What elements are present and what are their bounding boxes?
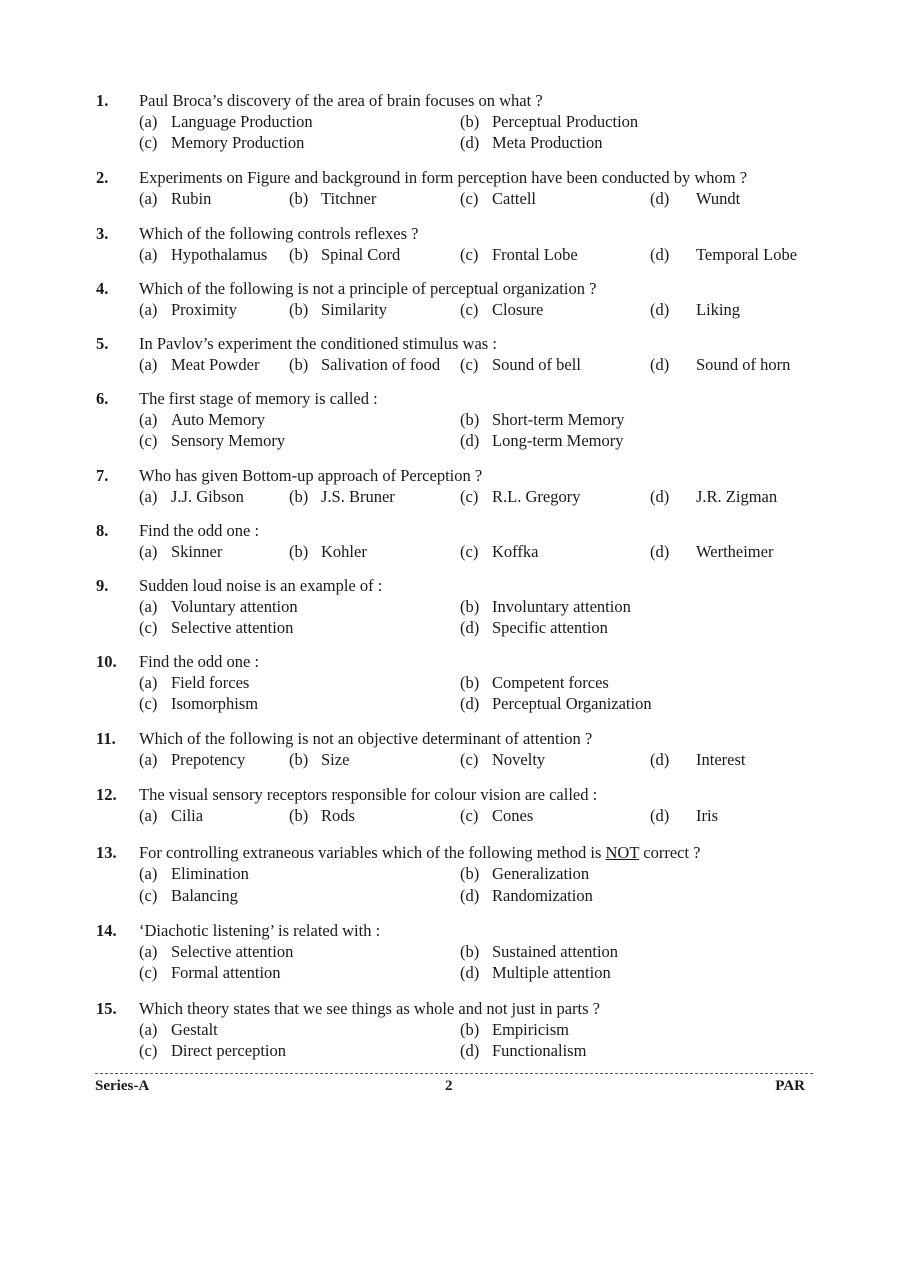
option-b: (b) Generalization — [460, 864, 590, 883]
question-number: 3. — [96, 224, 109, 243]
option-d: (d) Wertheimer — [650, 542, 774, 561]
option-c: (c) Sensory Memory — [139, 431, 286, 450]
question-number: 1. — [96, 91, 109, 110]
option-a: (a) J.J. Gibson — [139, 487, 244, 506]
option-d: (d) Temporal Lobe — [650, 245, 798, 264]
question-text: Experiments on Figure and background in form perception have been conducted by whom ? — [139, 168, 748, 187]
option-b: (b) Perceptual Production — [460, 112, 639, 131]
option-c: (c) Koffka — [460, 542, 539, 561]
option-c: (c) Selective attention — [139, 618, 294, 637]
option-c: (c) Frontal Lobe — [460, 245, 578, 264]
option-b: (b) Short-term Memory — [460, 410, 625, 429]
option-b: (b) Empiricism — [460, 1020, 569, 1039]
option-c: (c) Balancing — [139, 886, 238, 905]
question-text: Which of the following controls reflexes ? — [139, 224, 419, 243]
option-a: (a) Language Production — [139, 112, 313, 131]
question-text: In Pavlov’s experiment the conditioned stimulus was : — [139, 334, 497, 353]
option-d: (d) Multiple attention — [460, 963, 611, 982]
option-a: (a) Selective attention — [139, 942, 294, 961]
option-a: (a) Gestalt — [139, 1020, 218, 1039]
option-b: (b) Competent forces — [460, 673, 609, 692]
question-number: 15. — [96, 999, 117, 1018]
option-b: (b) Size — [289, 750, 350, 769]
question-text: Which of the following is not an objective determinant of attention ? — [139, 729, 593, 748]
question-text: Which theory states that we see things as whole and not just in parts ? — [139, 999, 600, 1018]
question-number: 7. — [96, 466, 109, 485]
option-a: (a) Proximity — [139, 300, 238, 319]
question-text: The visual sensory receptors responsible for colour vision are called : — [139, 785, 598, 804]
option-a: (a) Voluntary attention — [139, 597, 298, 616]
question-number: 2. — [96, 168, 109, 187]
question-number: 9. — [96, 576, 109, 595]
option-c: (c) Isomorphism — [139, 694, 259, 713]
question-number: 10. — [96, 652, 117, 671]
option-c: (c) Direct perception — [139, 1041, 286, 1060]
option-d: (d) Randomization — [460, 886, 593, 905]
paper-code: PAR — [775, 1078, 805, 1094]
option-a: (a) Hypothalamus — [139, 245, 268, 264]
option-a: (a) Rubin — [139, 189, 212, 208]
question-number: 13. — [96, 843, 117, 862]
question-text: ‘Diachotic listening’ is related with : — [139, 921, 381, 940]
question-number: 6. — [96, 389, 109, 408]
option-b: (b) Involuntary attention — [460, 597, 631, 616]
option-b: (b) Rods — [289, 806, 355, 825]
question-text: Find the odd one : — [139, 652, 260, 671]
option-b: (b) Sustained attention — [460, 942, 619, 961]
option-a: (a) Field forces — [139, 673, 250, 692]
question-number: 11. — [96, 729, 116, 748]
emphasis-not: NOT — [605, 843, 640, 862]
option-c: (c) Cattell — [460, 189, 536, 208]
question-text: Which of the following is not a principle of perceptual organization ? — [139, 279, 597, 298]
question-text: Sudden loud noise is an example of : — [139, 576, 383, 595]
option-c: (c) Memory Production — [139, 133, 305, 152]
question-text: Who has given Bottom-up approach of Perception ? — [139, 466, 483, 485]
option-c: (c) Closure — [460, 300, 544, 319]
question-text: The first stage of memory is called : — [139, 389, 378, 408]
option-d: (d) Specific attention — [460, 618, 608, 637]
question-number: 5. — [96, 334, 109, 353]
option-a: (a) Skinner — [139, 542, 223, 561]
option-a: (a) Elimination — [139, 864, 249, 883]
option-a: (a) Meat Powder — [139, 355, 260, 374]
question-number: 8. — [96, 521, 109, 540]
option-c: (c) R.L. Gregory — [460, 487, 581, 506]
question-text: Find the odd one : — [139, 521, 260, 540]
option-d: (d) Iris — [650, 806, 718, 825]
option-d: (d) Interest — [650, 750, 746, 769]
option-c: (c) Cones — [460, 806, 534, 825]
option-b: (b) Spinal Cord — [289, 245, 401, 264]
question-text: For controlling extraneous variables which of the following method is NOT correct ? — [139, 843, 701, 862]
option-a: (a) Cilia — [139, 806, 204, 825]
option-d: (d) J.R. Zigman — [650, 487, 778, 506]
question-number: 4. — [96, 279, 109, 298]
option-d: (d) Long-term Memory — [460, 431, 624, 450]
page-footer — [95, 1073, 813, 1094]
option-d: (d) Meta Production — [460, 133, 603, 152]
option-d: (d) Wundt — [650, 189, 741, 208]
option-b: (b) J.S. Bruner — [289, 487, 395, 506]
option-d: (d) Perceptual Organization — [460, 694, 652, 713]
option-d: (d) Functionalism — [460, 1041, 587, 1060]
option-b: (b) Similarity — [289, 300, 387, 319]
option-c: (c) Novelty — [460, 750, 546, 769]
option-a: (a) Prepotency — [139, 750, 246, 769]
option-b: (b) Kohler — [289, 542, 367, 561]
question-number: 12. — [96, 785, 117, 804]
option-b: (b) Salivation of food — [289, 355, 441, 374]
option-c: (c) Formal attention — [139, 963, 281, 982]
option-d: (d) Liking — [650, 300, 740, 319]
page-number: 2 — [445, 1078, 453, 1094]
question-text: Paul Broca’s discovery of the area of brain focuses on what ? — [139, 91, 543, 110]
question-number: 14. — [96, 921, 117, 940]
option-d: (d) Sound of horn — [650, 355, 791, 374]
option-b: (b) Titchner — [289, 189, 377, 208]
series-label: Series-A — [95, 1078, 150, 1094]
option-c: (c) Sound of bell — [460, 355, 581, 374]
option-a: (a) Auto Memory — [139, 410, 265, 429]
